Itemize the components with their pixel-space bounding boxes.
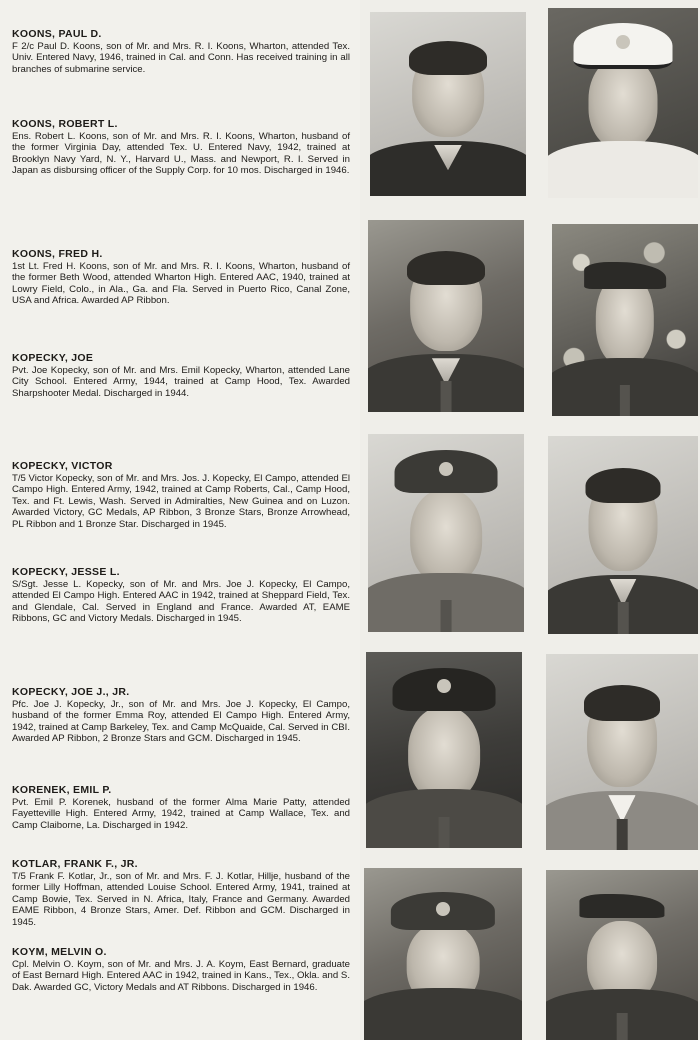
entry-bio: S/Sgt. Jesse L. Kopecky, son of Mr. and Mrs. Joe J. Kopecky, El Campo, attended El Campo High. Entered AAC in 1942, trained at Sheppard Field, Tex. and Glendale, Cal. Served in England and France. Awarded AT, EAME Ribbons, GC and Victory Medals. Discharged in 1945. [12, 579, 350, 625]
portrait-photo-koym-melvin [546, 870, 698, 1040]
portrait-photo-kopecky-victor [368, 434, 524, 632]
portrait-photo-kotlar-frank [364, 868, 522, 1040]
portrait-photo-koons-paul [370, 12, 526, 196]
portrait-photo-koons-fred [368, 220, 524, 412]
entry-bio: Pvt. Emil P. Korenek, husband of the former Alma Marie Patty, attended Fayetteville High. Entered Army, 1942, trained at Camp Wallace, Tex. and Camp Claiborne, La. Discharged in 1942. [12, 797, 350, 831]
entry-bio: Pvt. Joe Kopecky, son of Mr. and Mrs. Emil Kopecky, Wharton, attended Lane City School. Entered Army, 1944, trained at Camp Hood, Tex. Awarded Sharpshooter Medal. Discharged in 1944. [12, 365, 350, 399]
entry-kopecky-joe [12, 352, 350, 399]
entry-koons-fred [12, 248, 350, 307]
entry-name: KOONS, PAUL D. [12, 28, 102, 40]
entry-koons-paul [12, 28, 350, 75]
entry-name: KOPECKY, VICTOR [12, 460, 113, 472]
entry-name: KOTLAR, FRANK F., JR. [12, 858, 138, 870]
entry-name: KOYM, MELVIN O. [12, 946, 107, 958]
entry-bio: T/5 Frank F. Kotlar, Jr., son of Mr. and Mrs. F. J. Kotlar, Hillje, husband of the former Lilly Hoffman, attended Louise School. Entered Army, 1941, trained at Camp Bowie, Tex. Served in N. Africa, Italy, France and Germany. Awarded EAME Ribbon, 4 Bronze Stars, Amer. Def. Ribbon and GCM. Discharged in 1945. [12, 871, 350, 928]
entry-name: KOPECKY, JESSE L. [12, 566, 120, 578]
entry-name: KOPECKY, JOE [12, 352, 94, 364]
entry-koym-melvin [12, 946, 350, 993]
entry-name: KORENEK, EMIL P. [12, 784, 112, 796]
entry-bio: T/5 Victor Kopecky, son of Mr. and Mrs. Jos. J. Kopecky, El Campo, attended El Campo High. Entered Army, 1942, trained at Camp Roberts, Cal., Camp Hood, Tex. and Ft. Lewis, Wash. Served in Admiralties, New Guinea and on Luzon. Awarded Victory, GC Medals, AP Ribbon, 3 Bronze Stars, Bronze Arrowhead, PL Ribbon and 1 Bronze Star. Discharged in 1945. [12, 473, 350, 530]
entry-bio: Pfc. Joe J. Kopecky, Jr., son of Mr. and Mrs. Joe J. Kopecky, El Campo, husband of the former Emma Roy, attended El Campo High. Entered Army, 1942, trained at Camp Barkeley, Tex. and Camp McQuaide, Cal. Served in CBI. Awarded AP Ribbon, 2 Bronze Stars and GCM. Discharged in 1945. [12, 699, 350, 745]
portrait-photo-kopecky-jesse [548, 436, 698, 634]
portrait-photo-kopecky-joe [552, 224, 698, 416]
portrait-photo-kopecky-joe-jr [366, 652, 522, 848]
entry-kopecky-jesse [12, 566, 350, 625]
portrait-photo-koons-robert [548, 8, 698, 198]
entry-kotlar-frank [12, 858, 350, 928]
entry-name: KOONS, ROBERT L. [12, 118, 118, 130]
entry-kopecky-victor [12, 460, 350, 530]
entry-korenek-emil [12, 784, 350, 831]
entry-name: KOONS, FRED H. [12, 248, 103, 260]
portrait-photo-korenek-emil [546, 654, 698, 850]
entry-bio: F 2/c Paul D. Koons, son of Mr. and Mrs. R. I. Koons, Wharton, attended Tex. Univ. Entered Navy, 1946, trained in Cal. and Conn. Has received training in all branches of submarine service. [12, 41, 350, 75]
entry-bio: 1st Lt. Fred H. Koons, son of Mr. and Mrs. R. I. Koons, Wharton, husband of the former Beth Wood, attended Wharton High. Entered AAC, 1940, trained at Lowry Field, Colo., in Ala., Ga. and Fla. Served in Puerto Rico, Canal Zone, USA and Africa. Awarded AP Ribbon. [12, 261, 350, 307]
entry-bio: Cpl. Melvin O. Koym, son of Mr. and Mrs. J. A. Koym, East Bernard, graduate of East Bernard High. Entered AAC in 1942, trained in Kans., Tex., Okla. and S. Dak. Awarded GC, Victory Medals and AT Ribbons. Discharged in 1946. [12, 959, 350, 993]
entry-koons-robert [12, 118, 350, 177]
entry-kopecky-joe-jr [12, 686, 350, 745]
entry-bio: Ens. Robert L. Koons, son of Mr. and Mrs. R. I. Koons, Wharton, husband of the former Virginia Day, attended Tex. U. Entered Navy, 1942, trained at Brooklyn Navy Yard, N. Y., Harvard U., Mass. and Newport, R. I. Served in Japan as disbursing officer of the Supply Corp. for 10 mos. Discharged in 1946. [12, 131, 350, 177]
entry-name: KOPECKY, JOE J., JR. [12, 686, 130, 698]
